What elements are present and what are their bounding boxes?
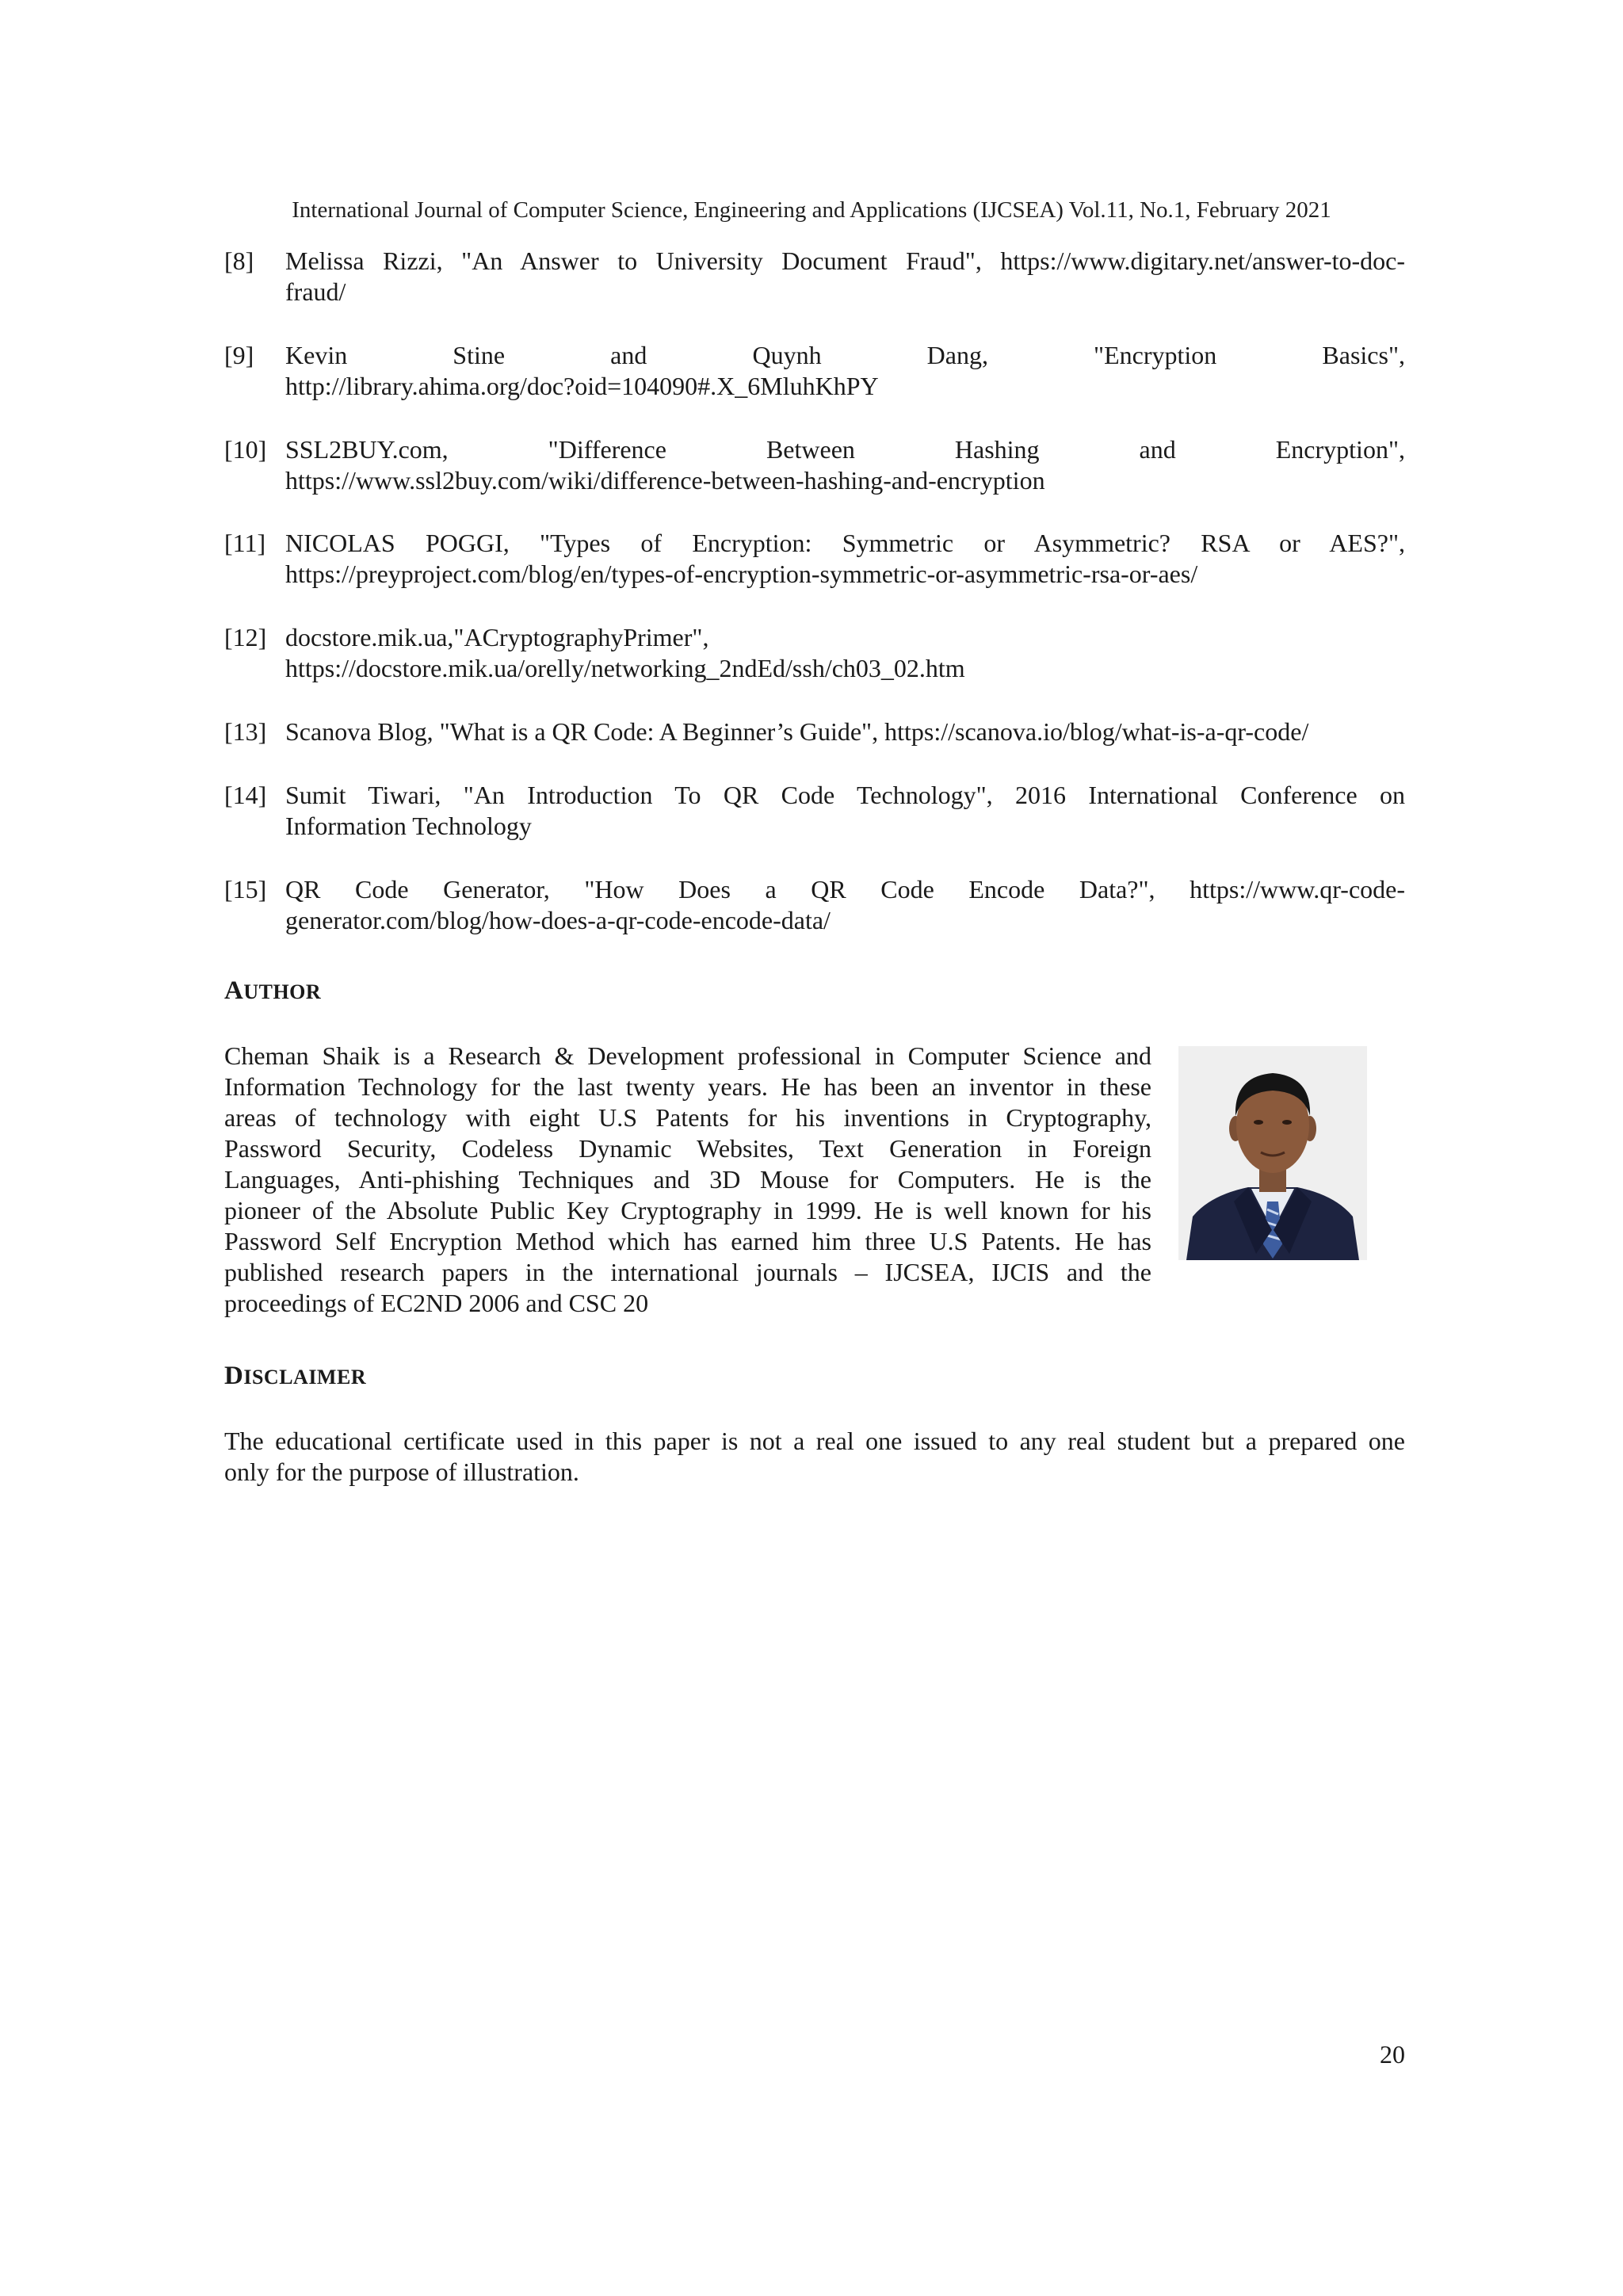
reference-text [285,434,1405,496]
bio-line: Information Technology for the last twenty years. He has been an inventor in these [224,1072,1151,1101]
reference-number: [8] [224,246,254,275]
bio-line: pioneer of the Absolute Public Key Cryptography in 1999. He is well known for his [224,1196,1151,1224]
reference-number: [15] [224,875,267,904]
bio-line: areas of technology with eight U.S Patents for his inventions in Cryptography, [224,1103,1151,1132]
reference-number: [11] [224,529,266,557]
heading-initial: D [224,1362,244,1390]
reference-line: Kevin Stine and Quynh Dang, "Encryption Basics", [285,341,1405,369]
reference-line: http://library.ahima.org/doc?oid=104090#.X_6MluhKhPY [285,372,879,400]
reference-text [285,622,1405,684]
disclaimer-heading [224,1361,366,1392]
heading-rest: ISCLAIMER [243,1366,367,1389]
portrait-illustration [1178,1046,1367,1260]
author-bio [224,1041,1151,1319]
reference-text [285,716,1405,747]
reference-text [285,246,1405,308]
reference-line: Melissa Rizzi, "An Answer to University Document Fraud", https://www.digitary.net/answer-to-doc- [285,246,1405,275]
heading-initial: A [224,976,244,1005]
reference-line: docstore.mik.ua,"ACryptographyPrimer", [285,623,709,651]
disclaimer-line: only for the purpose of illustration. [224,1457,579,1486]
author-photo [1178,1046,1367,1260]
bio-line: published research papers in the international journals – IJCSEA, IJCIS and the [224,1258,1151,1286]
reference-number: [10] [224,435,267,464]
heading-rest: UTHOR [243,980,322,1003]
reference-line: NICOLAS POGGI, "Types of Encryption: Symmetric or Asymmetric? RSA or AES?", [285,529,1405,557]
reference-line: QR Code Generator, "How Does a QR Code Encode Data?", https://www.qr-code- [285,875,1405,904]
reference-text [285,780,1405,842]
reference-line: Information Technology [285,812,532,840]
reference-line: fraud/ [285,277,346,306]
author-heading [224,976,321,1007]
disclaimer-text [224,1426,1405,1488]
reference-number: [13] [224,717,267,746]
reference-number: [14] [224,781,267,809]
bio-line: Password Security, Codeless Dynamic Websites, Text Generation in Foreign [224,1134,1151,1163]
reference-line: https://docstore.mik.ua/orelly/networking_2ndEd/ssh/ch03_02.htm [285,654,965,682]
reference-line: https://www.ssl2buy.com/wiki/difference-between-hashing-and-encryption [285,466,1045,495]
reference-number: [9] [224,341,254,369]
bio-line: Cheman Shaik is a Research & Development professional in Computer Science and [224,1041,1151,1070]
bio-line: Languages, Anti-phishing Techniques and 3D Mouse for Computers. He is the [224,1165,1151,1194]
reference-text [285,528,1405,590]
reference-text [285,874,1405,936]
reference-text [285,340,1405,402]
reference-line: https://preyproject.com/blog/en/types-of-encryption-symmetric-or-asymmetric-rsa-or-aes/ [285,560,1198,588]
reference-line: SSL2BUY.com, "Difference Between Hashing and Encryption", [285,435,1405,464]
page-number: 20 [1380,2040,1405,2069]
reference-line: Sumit Tiwari, "An Introduction To QR Code Technology", 2016 International Conference on [285,781,1405,809]
disclaimer-line: The educational certificate used in this paper is not a real one issued to any real student but a prepared one [224,1427,1405,1455]
running-header: International Journal of Computer Science, Engineering and Applications (IJCSEA) Vol.11, No.1, February 2021 [292,197,1331,223]
reference-number: [12] [224,623,267,651]
reference-line: Scanova Blog, "What is a QR Code: A Beginner’s Guide", https://scanova.io/blog/what-is-a-qr-code/ [285,717,1309,746]
bio-line: Password Self Encryption Method which has earned him three U.S Patents. He has [224,1227,1151,1255]
bio-line: proceedings of EC2ND 2006 and CSC 20 [224,1289,649,1317]
reference-line: generator.com/blog/how-does-a-qr-code-encode-data/ [285,906,831,934]
